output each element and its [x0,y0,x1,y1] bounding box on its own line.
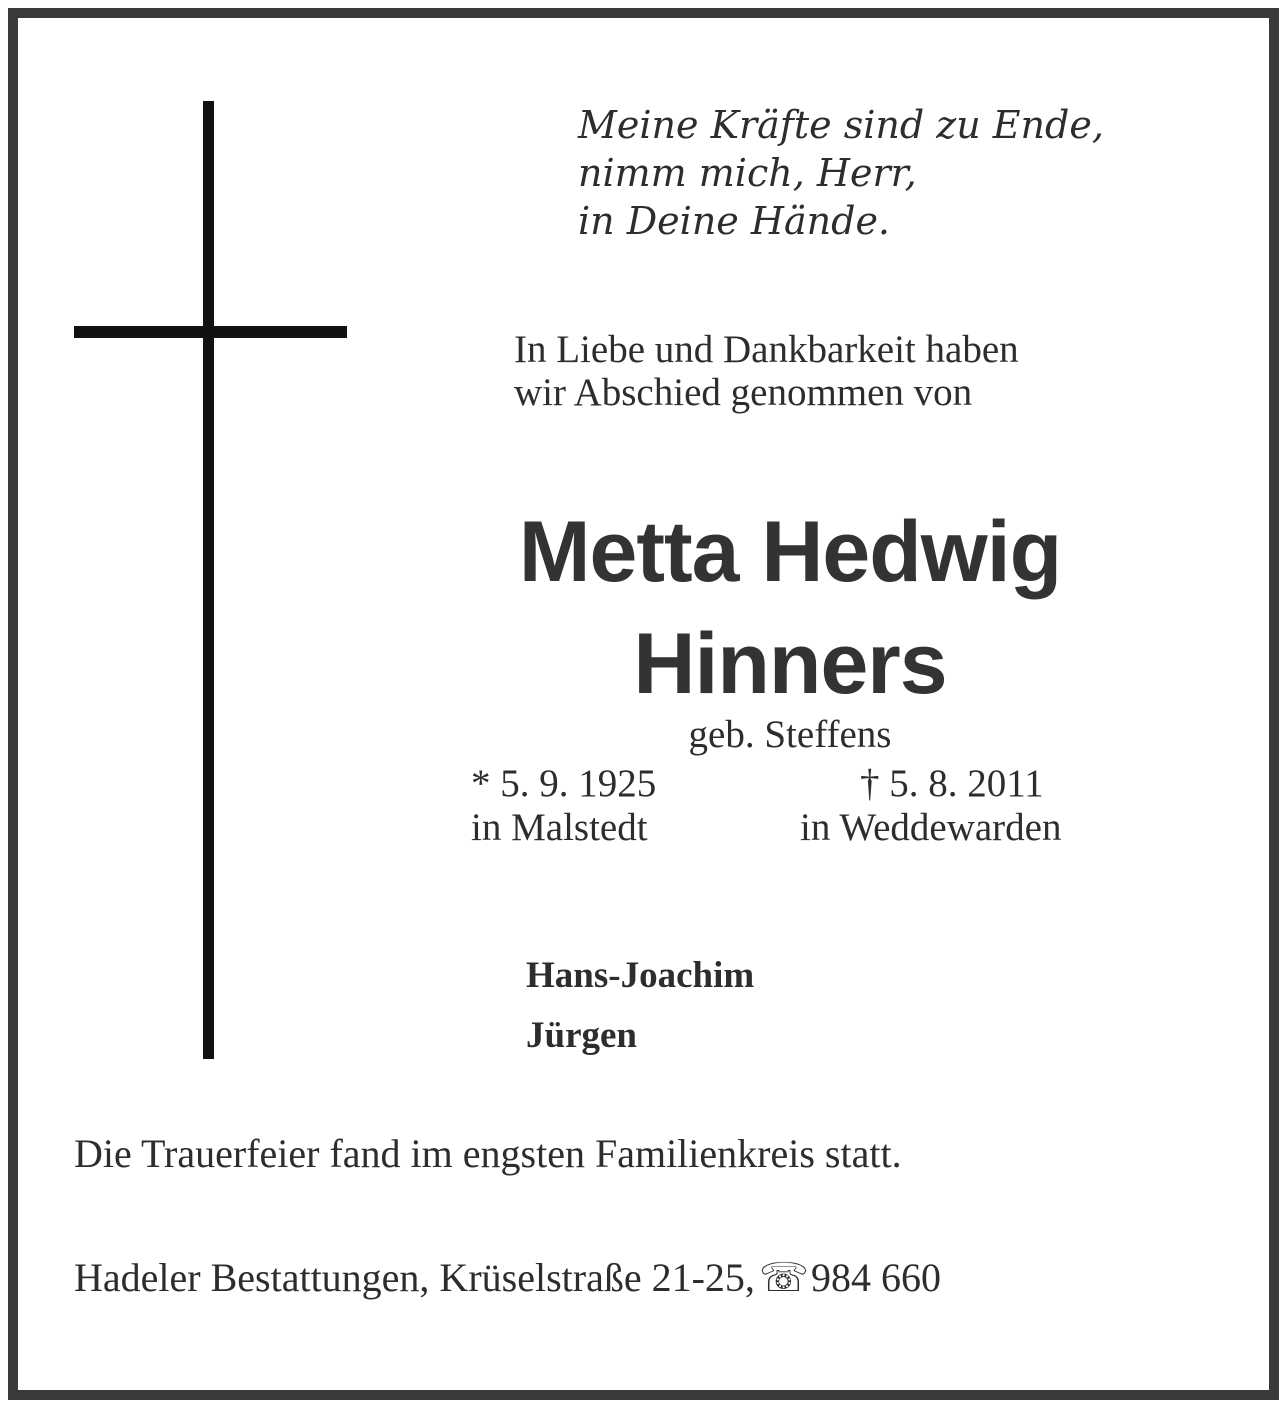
death-place: in Weddewarden [800,806,1062,849]
verse-line: Meine Kräfte sind zu Ende, [578,103,1104,147]
undertaker-name-address: Hadeler Bestattungen, Krüselstraße 21-25, [74,1255,755,1300]
maiden-name: geb. Steffens [688,713,892,756]
farewell-intro [514,328,1019,414]
verse-line: in Deine Hände. [578,199,891,243]
birth-place: in Malstedt [471,806,648,849]
undertaker-info [74,1254,941,1302]
survivors-list [526,946,754,1066]
survivor-name: Hans-Joachim [526,955,755,996]
birth-date: * 5. 9. 1925 [471,762,657,805]
undertaker-phone: 984 660 [810,1255,941,1300]
cross-vertical-bar [203,101,214,1059]
ceremony-note: Die Trauerfeier fand im engsten Familienkreis statt. [74,1131,902,1176]
birth-info [471,762,656,850]
intro-line: In Liebe und Dankbarkeit haben [514,328,1019,371]
bible-verse [578,101,1104,245]
death-date: † 5. 8. 2011 [860,762,1044,805]
death-info [800,762,1061,850]
telephone-icon: ☏ [758,1255,809,1300]
cross-horizontal-bar [74,326,347,338]
intro-line: wir Abschied genommen von [514,371,973,414]
verse-line: nimm mich, Herr, [578,151,917,195]
survivor-name: Jürgen [526,1015,637,1056]
deceased-first-names: Metta Hedwig [518,504,1062,600]
deceased-surname: Hinners [633,616,947,712]
